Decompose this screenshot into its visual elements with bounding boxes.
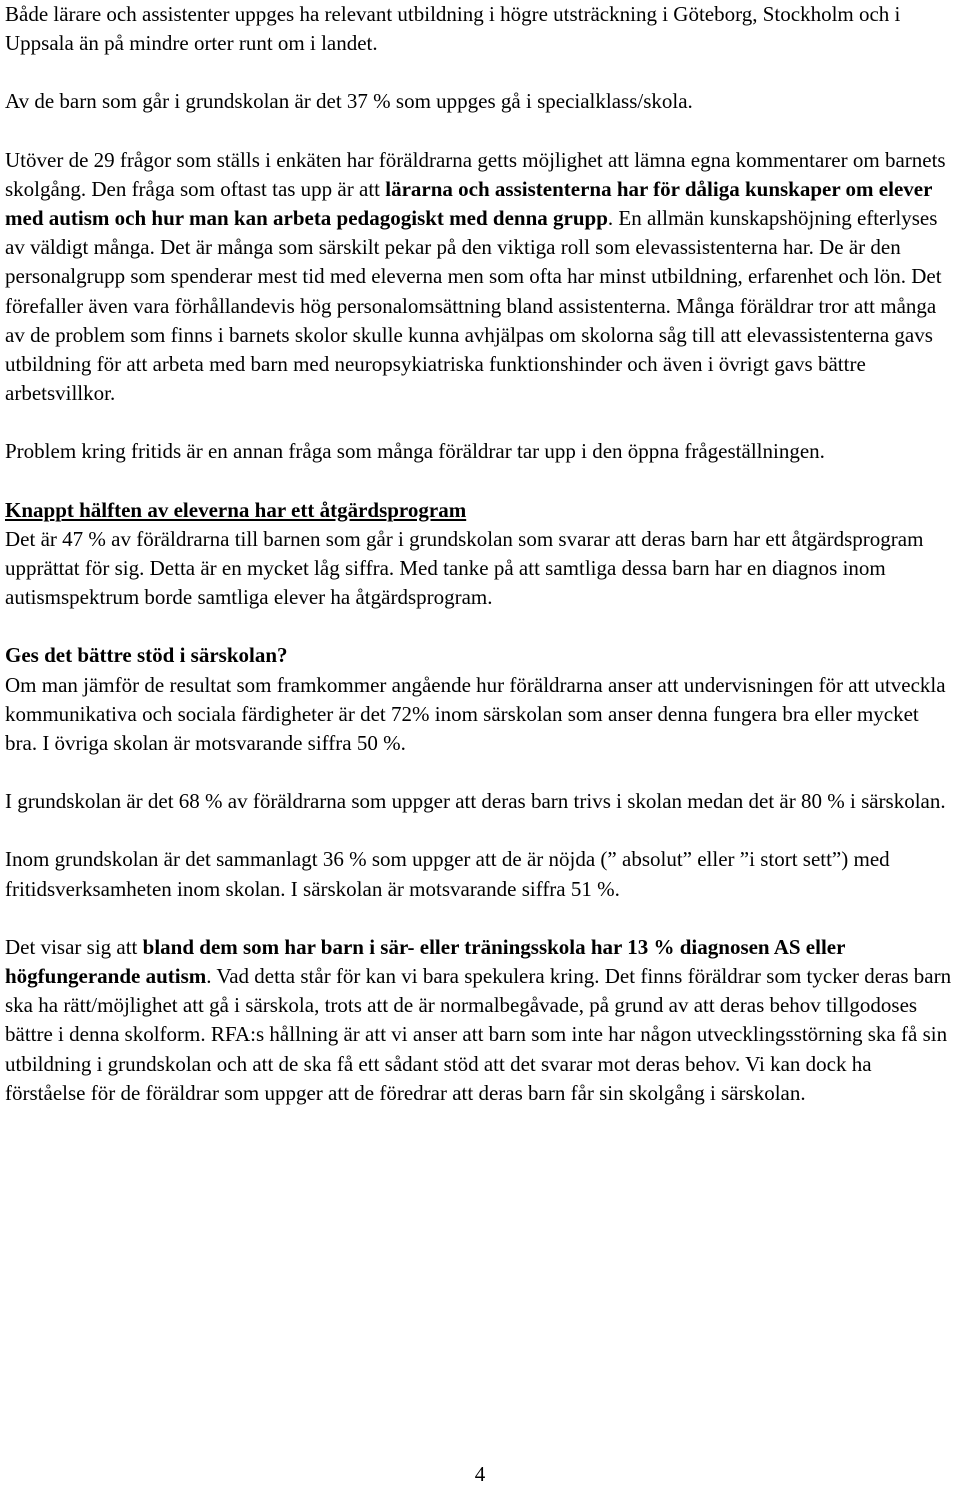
paragraph-wellbeing: I grundskolan är det 68 % av föräldrarna som uppger att deras barn trivs i skolan medan det är 80 % i särskolan. bbox=[5, 789, 946, 814]
diagnosis-emphasis: bland dem som har barn i sär- eller träningsskola har 13 % diagnosen AS eller högfungerande autism bbox=[5, 934, 846, 989]
paragraph-special-class: Av de barn som går i grundskolan är det 37 % som uppges gå i specialklass/skola. bbox=[5, 89, 693, 114]
document-page bbox=[5, 0, 955, 1108]
comments-text-rest: . En allmän kunskapshöjning efterlyses av väldigt många. Det är många som särskilt pekar på den viktiga roll som elevassistenterna har. De är den personalgrupp som spenderar mest tid med eleverna men som ofta har minst utbildning, erfarenhet och lön. Det förefaller även vara förhållandevis hög personalomsättning bland assistenterna. Många föräldrar tror att många av de problem som finns i barnets skolor skulle kunna avhjälpas om skolorna såg till att elevassistenterna gavs utbildning för att arbeta med barn med neuropsykiatriska funktionshinder och även i övrigt gavs bättre arbetsvillkor. bbox=[5, 206, 942, 406]
heading-special-school: Ges det bättre stöd i särskolan? bbox=[5, 643, 288, 668]
paragraph-parent-comments bbox=[5, 146, 955, 409]
comments-text-start: Utöver de 29 frågor som ställs i enkäten har föräldrarna getts möjlighet att lämna egna kommentarer om barnets skolgång. Den fråga som oftast tas upp är att bbox=[5, 147, 946, 201]
page-number: 4 bbox=[474, 1462, 486, 1486]
comments-emphasis: lärarna och assistenterna har för dåliga kunskaper om elever med autism och hur man kan arbeta pedagogiskt med denna grupp bbox=[5, 176, 933, 231]
paragraph-comparison: Om man jämför de resultat som framkommer angående hur föräldrarna anser att undervisningen för att utveckla kommunikativa och sociala färdigheter är det 72% inom särskolan som anser denna fungera bra eller mycket bra. I övriga skolan är motsvarande siffra 50 %. bbox=[5, 672, 946, 756]
heading-action-program: Knappt hälften av eleverna har ett åtgärdsprogram bbox=[5, 497, 467, 522]
paragraph-action-program: Det är 47 % av föräldrarna till barnen som går i grundskolan som svarar att deras barn har ett åtgärdsprogram upprättat för sig. Detta är en mycket låg siffra. Med tanke på att samtliga dessa barn har en diagnos inom autismspektrum borde samtliga elever ha åtgärdsprogram. bbox=[5, 526, 924, 610]
paragraph-fritids: Problem kring fritids är en annan fråga som många föräldrar tar upp i den öppna frågeställningen. bbox=[5, 439, 825, 464]
diagnosis-text-start: Det visar sig att bbox=[5, 934, 143, 959]
paragraph-satisfaction: Inom grundskolan är det sammanlagt 36 % som uppger att de är nöjda (” absolut” eller ”i stort sett”) med fritidsverksamheten inom skolan. I särskolan är motsvarande siffra 51 %. bbox=[5, 847, 890, 901]
paragraph-teacher-training: Både lärare och assistenter uppges ha relevant utbildning i högre utsträckning i Göteborg, Stockholm och i Uppsala än på mindre orter runt om i landet. bbox=[5, 2, 901, 56]
paragraph-diagnosis bbox=[5, 933, 955, 1108]
diagnosis-text-rest: . Vad detta står för kan vi bara spekulera kring. Det finns föräldrar som tycker deras barn ska ha rätt/möjlighet att gå i särskola, trots att de är normalbegåvade, på grund av att deras behov tillgodoses bättre i denna skolform. RFA:s hållning är att vi anser att barn som inte har någon utvecklingsstörning ska få sin utbildning i grundskolan och att de ska få ett sådant stöd att det svarar mot deras behov. Vi kan dock ha förståelse för de föräldrar som uppger att de föredrar att deras barn får sin skolgång i särskolan. bbox=[5, 964, 952, 1105]
